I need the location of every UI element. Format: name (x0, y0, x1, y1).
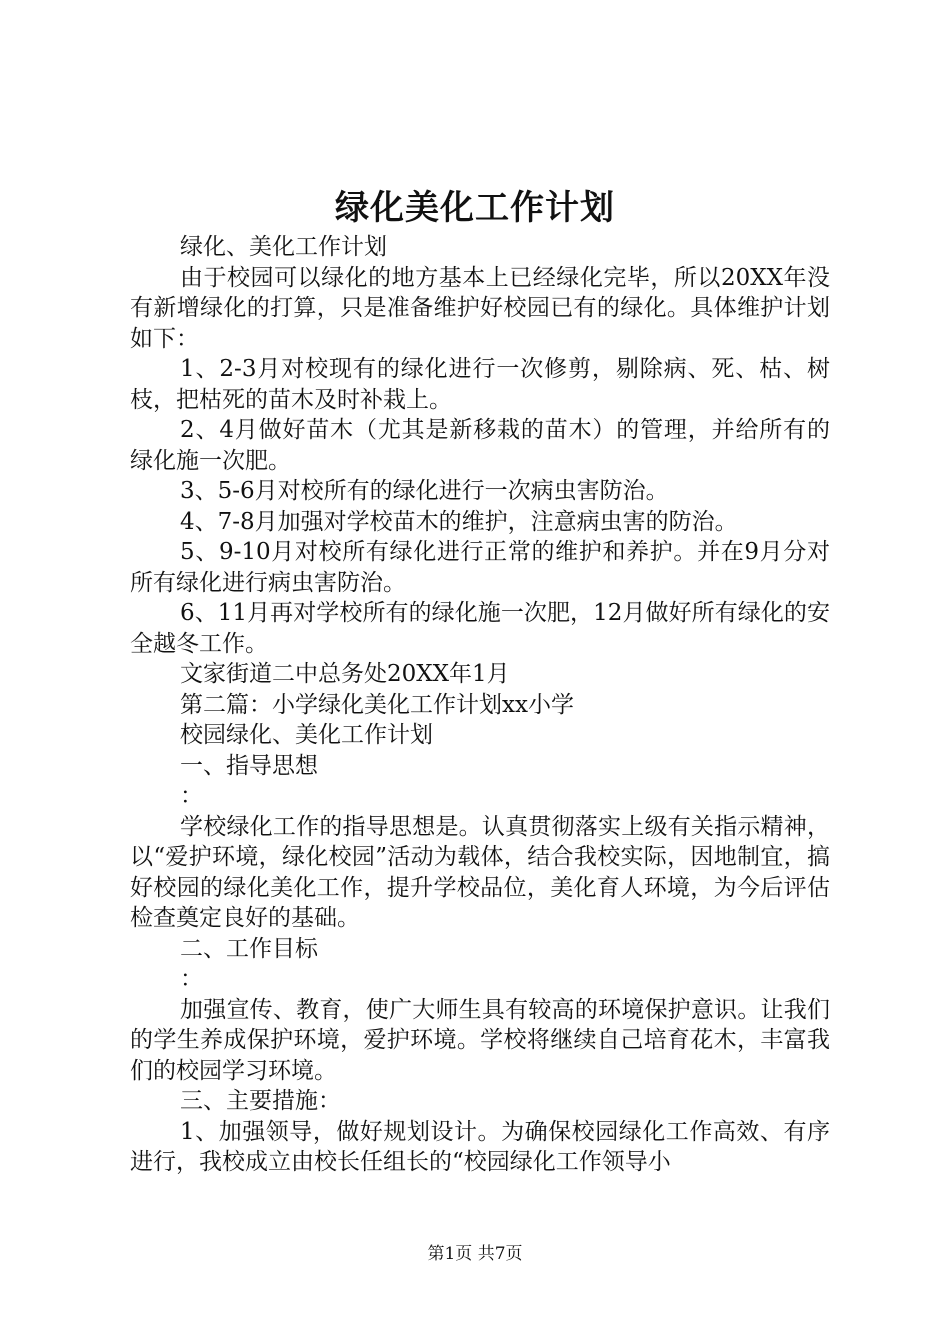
paragraph: ： (180, 783, 203, 809)
paragraph: 3、5-6月对校所有的绿化进行一次病虫害防治。 (180, 478, 669, 504)
paragraph: 2、4月做好苗木（尤其是新移栽的苗木）的管理，并给所有的绿化施一次肥。 (130, 417, 830, 474)
paragraph: 5、9-10月对校所有绿化进行正常的维护和养护。并在9月分对所有绿化进行病虫害防治。 (130, 539, 830, 596)
document-title: 绿化美化工作计划 (335, 188, 615, 228)
paragraph: 文家街道二中总务处20XX年1月 (180, 661, 510, 687)
paragraph: 4、7-8月加强对学校苗木的维护，注意病虫害的防治。 (180, 508, 738, 535)
page-footer: 第1页 共7页 (427, 1244, 523, 1264)
section-heading: 一、指导思想 (180, 752, 318, 779)
section-heading: 二、工作目标 (180, 935, 318, 962)
paragraph: 加强宣传、教育，使广大师生具有较高的环境保护意识。让我们的学生养成保护环境，爱护环境。学校将继续自己培育花木，丰富我们的校园学习环境。 (130, 996, 830, 1084)
paragraph: 1、加强领导，做好规划设计。为确保校园绿化工作高效、有序进行，我校成立由校长任组长的“校园绿化工作领导小 (130, 1118, 830, 1175)
paragraph: 6、11月再对学校所有的绿化施一次肥，12月做好所有绿化的安全越冬工作。 (130, 600, 830, 657)
paragraph: 校园绿化、美化工作计划 (180, 722, 433, 748)
paragraph: 绿化、美化工作计划 (180, 234, 387, 260)
paragraph: 1、2-3月对校现有的绿化进行一次修剪，剔除病、死、枯、树枝，把枯死的苗木及时补栽上。 (130, 356, 830, 413)
paragraph: 由于校园可以绿化的地方基本上已经绿化完毕，所以20XX年没有新增绿化的打算，只是准备维护好校园已有的绿化。具体维护计划如下： (130, 264, 830, 352)
paragraph: ： (180, 966, 203, 992)
paragraph: 学校绿化工作的指导思想是。认真贯彻落实上级有关指示精神，以“爱护环境，绿化校园”活动为载体，结合我校实际，因地制宜，搞好校园的绿化美化工作，提升学校品位，美化育人环境，为今后评估检查奠定良好的基础。 (130, 813, 830, 931)
document-body (130, 232, 830, 1178)
paragraph: 第二篇：小学绿化美化工作计划xx小学 (180, 691, 574, 718)
section-heading: 三、主要措施： (180, 1088, 341, 1114)
